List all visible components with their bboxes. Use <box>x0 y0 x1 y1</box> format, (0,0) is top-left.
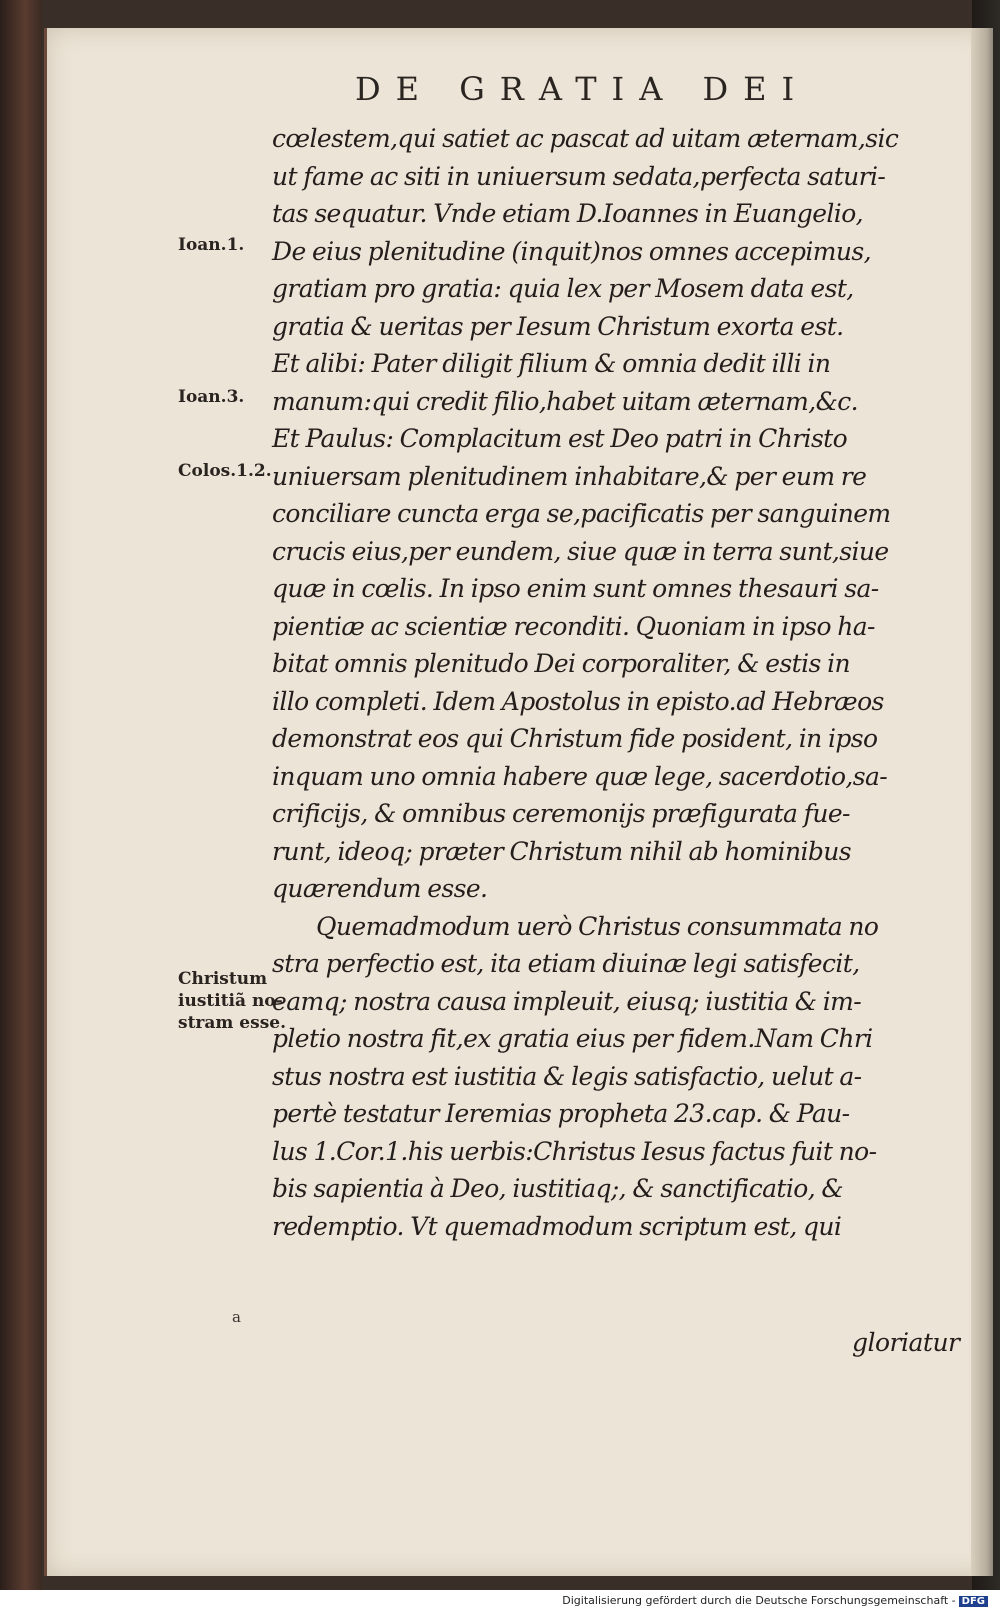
margin-note-ioan1: Ioan.1. <box>178 235 245 255</box>
margin-note-christum: iustitiã no- <box>178 991 283 1011</box>
credit-text: Digitalisierung gefördert durch die Deutsche Forschungsgemeinschaft - <box>562 1594 956 1607</box>
text-line: manum:qui credit filio,habet uitam æternam,&c. <box>272 386 859 416</box>
text-line: runt, ideoq; præter Christum nihil ab hominibus <box>272 836 851 866</box>
text-line: stus nostra est iustitia & legis satisfactio, uelut a- <box>272 1061 862 1091</box>
text-line: ut fame ac siti in uniuersum sedata,perfecta saturi- <box>272 161 886 191</box>
text-line: De eius plenitudine (inquit)nos omnes accepimus, <box>272 236 871 266</box>
text-line: gratiam pro gratia: quia lex per Mosem data est, <box>272 274 854 303</box>
text-line: quæ in cœlis. In ipso enim sunt omnes thesauri sa- <box>272 574 879 603</box>
text-line: stra perfectio est, ita etiam diuinæ legi satisfecit, <box>272 949 860 978</box>
text-line: bitat omnis plenitudo Dei corporaliter, & estis in <box>272 649 850 678</box>
text-line: bis sapientia à Deo, iustitiaq;, & sanctificatio, & <box>272 1174 844 1203</box>
dfg-logo: DFG <box>959 1596 988 1607</box>
text-line: quærendum esse. <box>272 874 488 903</box>
running-head: DE GRATIA DEI <box>355 70 810 108</box>
text-line: conciliare cuncta erga se,pacificatis per sanguinem <box>272 499 891 528</box>
margin-note-christum: stram esse. <box>178 1013 286 1033</box>
margin-note-christum: Christum <box>178 969 268 989</box>
text-line: pertè testatur Ieremias propheta 23.cap. & Pau- <box>272 1099 850 1128</box>
text-line: illo completi. Idem Apostolus in episto.ad Hebræos <box>272 686 884 716</box>
text-line: gratia & ueritas per Iesum Christum exorta est. <box>272 311 844 341</box>
paragraph-start-line: Quemadmodum uerò Christus consummata no <box>316 911 879 941</box>
text-line: pientiæ ac scientiæ reconditi. Quoniam in ipso ha- <box>272 611 875 641</box>
text-line: redemptio. Vt quemadmodum scriptum est, qui <box>272 1211 842 1241</box>
margin-note-ioan3: Ioan.3. <box>178 387 245 407</box>
text-line: demonstrat eos qui Christum fide posident, in ipso <box>272 724 878 753</box>
page-fore-edge <box>971 28 993 1576</box>
text-line: crucis eius,per eundem, siue quæ in terra sunt,siue <box>272 536 889 566</box>
book-binding-edge <box>0 0 42 1590</box>
marginal-mark: a <box>232 1308 241 1326</box>
text-line: inquam uno omnia habere quæ lege, sacerdotio,sa- <box>272 761 888 791</box>
text-line: tas sequatur. Vnde etiam D.Ioannes in Euangelio, <box>272 199 863 228</box>
text-line: Et alibi: Pater diligit filium & omnia dedit illi in <box>272 349 831 378</box>
digitization-credit <box>562 1594 988 1607</box>
text-line: crificijs, & omnibus ceremonijs præfigurata fue- <box>272 799 850 828</box>
text-line: pletio nostra fit,ex gratia eius per fidem.Nam Chri <box>272 1024 873 1053</box>
text-line: Et Paulus: Complacitum est Deo patri in Christo <box>272 424 848 453</box>
catchword: gloriatur <box>852 1328 960 1357</box>
text-line: cœlestem,qui satiet ac pascat ad uitam æternam,sic <box>272 124 899 153</box>
margin-note-colos: Colos.1.2. <box>178 461 272 481</box>
text-line: uniuersam plenitudinem inhabitare,& per eum re <box>272 461 867 491</box>
main-text-block <box>272 120 970 1245</box>
text-line: eamq; nostra causa impleuit, eiusq; iustitia & im- <box>272 986 862 1016</box>
text-line: lus 1.Cor.1.his uerbis:Christus Iesus factus fuit no- <box>272 1136 877 1166</box>
